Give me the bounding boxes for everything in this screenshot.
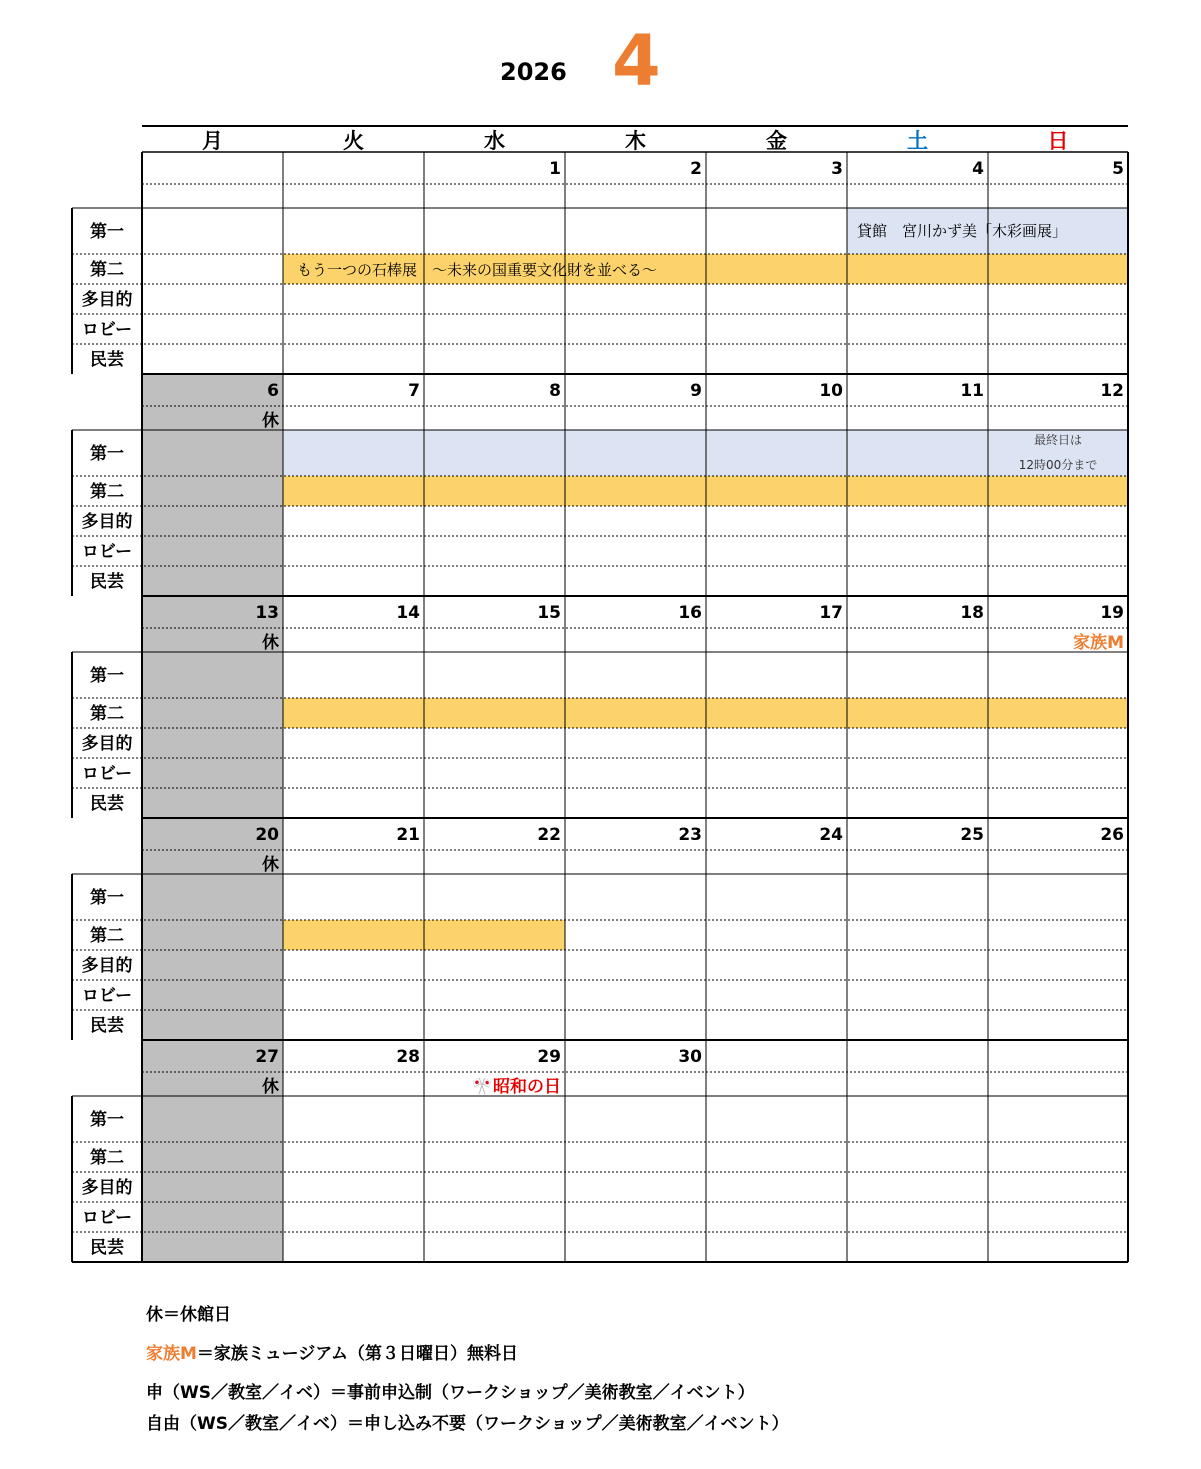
- closed-day-shading: [142, 596, 283, 818]
- day-number: 28: [396, 1047, 420, 1067]
- room-label: 民芸: [90, 1238, 124, 1258]
- day-number: 6: [267, 381, 279, 401]
- room-label: 民芸: [90, 1016, 124, 1036]
- weekday-header-5: 土: [907, 129, 928, 153]
- day-note: 休: [262, 855, 279, 875]
- day-note: 休: [262, 633, 279, 653]
- day-number: 26: [1100, 825, 1124, 845]
- room-label: 多目的: [81, 956, 133, 976]
- closed-day-shading: [142, 818, 283, 1040]
- legend-family-key: 家族M: [146, 1344, 197, 1364]
- legend-family-text: ＝家族ミュージアム（第３日曜日）無料日: [196, 1344, 519, 1364]
- day-number: 1: [549, 159, 561, 179]
- weekday-header-4: 金: [766, 129, 787, 153]
- room-label: 第一: [90, 444, 124, 464]
- legend-free: 自由（WS／教室／イベ）＝申し込み不要（ワークショップ／美術教室／イベント）: [146, 1414, 789, 1434]
- day-number: 23: [678, 825, 702, 845]
- day-number: 21: [396, 825, 420, 845]
- room-label: 第一: [90, 1110, 124, 1130]
- day-note: 休: [262, 411, 279, 431]
- weekday-header-2: 水: [484, 129, 505, 153]
- rental-exhibit-title: 貸館 宮川かず美「木彩画展」: [857, 222, 1068, 240]
- legend-apply: 申（WS／教室／イベ）＝事前申込制（ワークショップ／美術教室／イベント）: [146, 1383, 755, 1403]
- day-number: 14: [396, 603, 420, 623]
- room-label: 第二: [90, 482, 124, 502]
- day-number: 7: [408, 381, 420, 401]
- day-number: 18: [960, 603, 984, 623]
- day-note: 休: [262, 1077, 279, 1097]
- room-label: ロビー: [81, 542, 133, 562]
- day-number: 16: [678, 603, 702, 623]
- legend-family: [146, 1339, 518, 1364]
- day-number: 4: [972, 159, 984, 179]
- day-number: 5: [1112, 159, 1124, 179]
- day-number: 24: [819, 825, 843, 845]
- day-note: 家族M: [1073, 633, 1124, 653]
- day-number: 19: [1100, 603, 1124, 623]
- day-number: 10: [819, 381, 843, 401]
- last-day-note: 最終日は: [1033, 433, 1083, 447]
- day-number: 3: [831, 159, 843, 179]
- room-label: 多目的: [81, 734, 133, 754]
- room-label: 民芸: [90, 350, 124, 370]
- room-label: ロビー: [81, 1208, 133, 1228]
- room-label: 多目的: [81, 1178, 133, 1198]
- weekday-header-3: 木: [625, 129, 646, 153]
- day-number: 20: [255, 825, 279, 845]
- room-label: ロビー: [81, 320, 133, 340]
- day-note: 🎌昭和の日: [471, 1077, 561, 1097]
- day-number: 12: [1100, 381, 1124, 401]
- closed-day-shading: [142, 1040, 283, 1262]
- room-label: 多目的: [81, 290, 133, 310]
- room-label: ロビー: [81, 986, 133, 1006]
- day-number: 17: [819, 603, 843, 623]
- day-number: 22: [537, 825, 561, 845]
- room-label: 民芸: [90, 794, 124, 814]
- room-label: 多目的: [81, 512, 133, 532]
- day-number: 29: [537, 1047, 561, 1067]
- weekday-header-6: 日: [1047, 129, 1069, 153]
- day-number: 15: [537, 603, 561, 623]
- room-label: 第一: [90, 222, 124, 242]
- room-label: 民芸: [90, 572, 124, 592]
- day-number: 27: [255, 1047, 279, 1067]
- closed-day-shading: [142, 374, 283, 596]
- day-number: 13: [255, 603, 279, 623]
- last-day-note: 12時00分まで: [1018, 458, 1098, 472]
- day-number: 30: [678, 1047, 702, 1067]
- weekday-header-0: 月: [202, 129, 223, 153]
- day-number: 8: [549, 381, 561, 401]
- second-exhibit-title: もう一つの石棒展 ～未来の国重要文化財を並べる～: [297, 261, 658, 279]
- room-label: ロビー: [81, 764, 133, 784]
- day-number: 9: [690, 381, 702, 401]
- legend-closed: 休＝休館日: [146, 1305, 231, 1325]
- day-number: 25: [960, 825, 984, 845]
- room-label: 第一: [90, 888, 124, 908]
- room-label: 第二: [90, 926, 124, 946]
- weekday-header-1: 火: [343, 129, 364, 153]
- room-label: 第一: [90, 666, 124, 686]
- day-number: 2: [690, 159, 702, 179]
- day-number: 11: [960, 381, 984, 401]
- room-label: 第二: [90, 1148, 124, 1168]
- calendar-month: 4: [612, 20, 661, 102]
- room-label: 第二: [90, 260, 124, 280]
- room-label: 第二: [90, 704, 124, 724]
- calendar-year: 2026: [500, 58, 567, 86]
